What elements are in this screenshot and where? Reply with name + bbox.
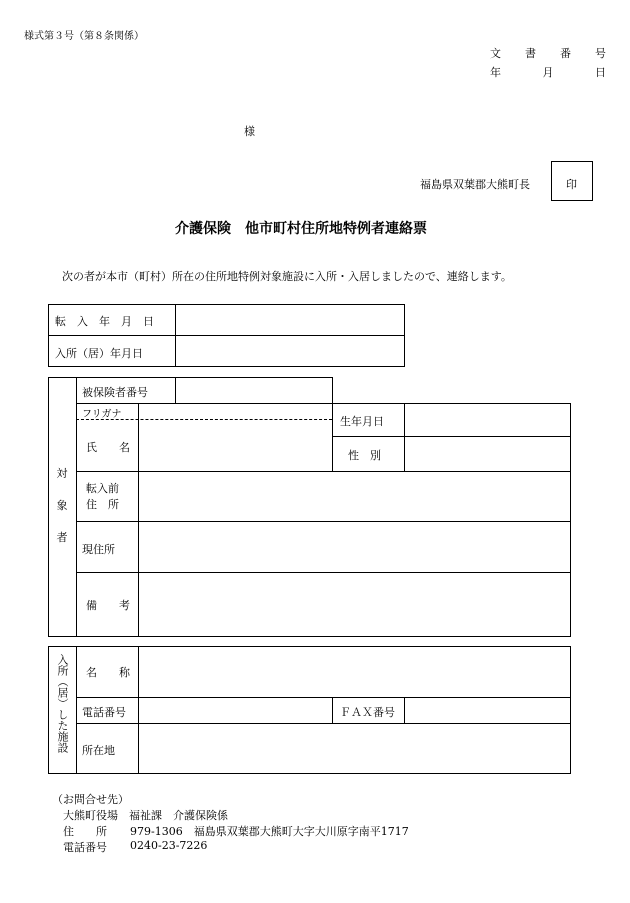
facility-header: 入所（居）した施設 <box>56 654 69 753</box>
facility-phone-field[interactable] <box>139 698 331 722</box>
insured-number-field[interactable] <box>176 378 331 402</box>
admission-date-field[interactable] <box>176 336 404 366</box>
contact-phone-value: 0240-23-7226 <box>130 839 208 852</box>
date-label <box>490 64 606 80</box>
insured-number-label: 被保険者番号 <box>82 386 148 399</box>
birth-date-field[interactable] <box>405 404 569 435</box>
facility-name-field[interactable] <box>139 647 569 696</box>
name-field[interactable] <box>139 420 331 470</box>
admission-date-label: 入所（居）年月日 <box>55 347 143 360</box>
doc-number-char: 書 <box>525 47 536 60</box>
prev-address-label <box>86 481 119 513</box>
seal-label: 印 <box>566 178 577 191</box>
contact-address-label: 住 所 <box>63 825 107 838</box>
prev-address-line: 住 所 <box>86 498 119 511</box>
form-id: 様式第３号（第８条関係） <box>24 31 144 42</box>
addressee-suffix: 様 <box>244 125 255 138</box>
facility-location-field[interactable] <box>139 724 569 773</box>
page-title: 介護保険 他市町村住所地特例者連絡票 <box>175 221 427 237</box>
name-label: 氏 名 <box>86 441 130 454</box>
remarks-field[interactable] <box>139 573 569 636</box>
facility-fax-label: ＦＡＸ番号 <box>340 706 395 719</box>
current-address-label: 現住所 <box>82 543 115 556</box>
transfer-date-label: 転 入 年 月 日 <box>55 315 154 328</box>
doc-number-char: 番 <box>560 47 571 60</box>
transfer-date-field[interactable] <box>176 305 404 334</box>
gender-field[interactable] <box>405 437 569 470</box>
contact-address-value: 979-1306 福島県双葉郡大熊町大字大川原字南平1717 <box>130 825 409 838</box>
prev-address-field[interactable] <box>139 472 569 520</box>
birth-date-label: 生年月日 <box>340 415 384 428</box>
sender: 福島県双葉郡大熊町長 <box>420 178 530 191</box>
facility-fax-field[interactable] <box>405 698 569 722</box>
date-day: 日 <box>595 66 606 79</box>
intro-text: 次の者が本市（町村）所在の住所地特例対象施設に入所・入居しましたので、連絡します。 <box>62 270 512 283</box>
doc-number-char: 号 <box>595 47 606 60</box>
facility-name-label: 名 称 <box>86 666 130 679</box>
current-address-field[interactable] <box>139 522 569 571</box>
doc-number-label <box>490 45 606 61</box>
subject-header <box>48 458 76 554</box>
furigana-label: フリガナ <box>82 409 122 420</box>
subject-header-char: 象 <box>56 499 68 512</box>
prev-address-line: 転入前 <box>86 482 119 495</box>
date-year: 年 <box>490 66 501 79</box>
subject-header-char: 者 <box>56 531 68 544</box>
contact-phone-label: 電話番号 <box>63 841 107 854</box>
remarks-label: 備 考 <box>86 599 130 612</box>
doc-number-char: 文 <box>490 47 501 60</box>
facility-phone-label: 電話番号 <box>82 706 126 719</box>
facility-location-label: 所在地 <box>82 744 115 757</box>
subject-header-char: 対 <box>56 467 68 480</box>
contact-office: 大熊町役場 福祉課 介護保険係 <box>63 809 228 822</box>
contact-heading: （お問合せ先） <box>52 793 129 806</box>
gender-label: 性 別 <box>348 449 381 462</box>
furigana-field[interactable] <box>139 404 331 418</box>
date-month: 月 <box>542 66 554 79</box>
